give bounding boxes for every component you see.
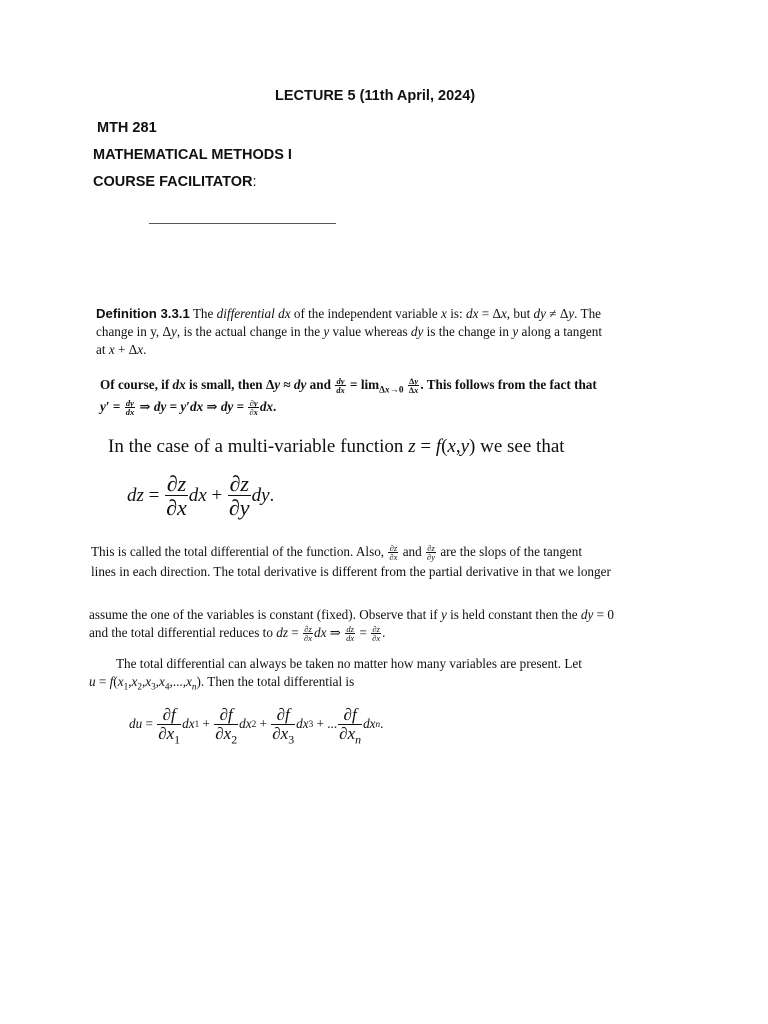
ofcourse-line-1: Of course, if dx is small, then Δy ≈ dy and $\frac{dy}{dx}$ = $\lim_{\Delta x\to 0}$ $\frac{\Delta y}{\Delta x}$ . This follows from the fact that [100, 375, 597, 396]
definition-line-3: at x + Δx. [96, 342, 147, 357]
course-code: MTH 281 [97, 120, 157, 136]
facilitator-colon: : [252, 174, 257, 190]
total-line-4: and the total differential reduces to dz = $\frac{\partial z}{\partial x}$ dx ⇒ $\frac{dz}{dx}$ = $\frac{\partial z}{\partial x}$ . [89, 623, 386, 644]
lim-operator: lim [360, 377, 380, 392]
total-line-2: lines in each direction. The total derivative is different from the partial derivative in that we longer [91, 564, 611, 579]
fraction-delta: $\frac{\Delta y}{\Delta x}$ [408, 375, 419, 396]
differential-word: differential [216, 306, 275, 321]
facilitator-link-underline[interactable] [149, 223, 336, 224]
facilitator-label: COURSE FACILITATOR [93, 174, 253, 190]
lecture-title: LECTURE 5 (11th April, 2024) [275, 88, 476, 104]
definition-line-1: Definition 3.3.1 The differential dx of the independent variable x is: dx = Δx, but dy ≠ Δy. The [96, 306, 602, 321]
general-line-1: The total differential can always be taken no matter how many variables are present. Let [116, 656, 582, 671]
general-differential-equation: du = $\frac{\partial f}{\partial x_1}$ dx 1 + $\frac{\partial f}{\partial x_2}$ dx 2 + $\frac{\partial f}{\partial x_3}$ dx 3 + ... $\frac{\partial f}{\partial x_n}$ dx n . [129, 705, 384, 747]
definition-line-2: change in y, Δy, is the actual change in the y value whereas dy is the change in y along a tangent [96, 324, 603, 339]
course-title: MATHEMATICAL METHODS I [93, 147, 292, 163]
multivariable-intro: In the case of a multi-variable function z = f(x,y) we see that [108, 436, 565, 457]
ofcourse-line-2: y′ = $\frac{dy}{dx}$ ⇒ dy = y′dx ⇒ dy = $\frac{\partial y}{\partial x}$ dx. [100, 397, 277, 418]
total-differential-equation: dz = $\frac{\partial z}{\partial x}$ dx + $\frac{\partial z}{\partial y}$ dy . [127, 471, 275, 521]
fraction-dy-dx: $\frac{dy}{dx}$ [336, 375, 345, 396]
definition-heading: Definition 3.3.1 [96, 306, 190, 321]
total-line-1: This is called the total differential of the function. Also, $\frac{\partial z}{\partial x}$ and $\frac{\partial z}{\partial y}$ are the slops of the tangent [91, 542, 583, 563]
course-facilitator [93, 174, 257, 190]
total-line-3: assume the one of the variables is constant (fixed). Observe that if y is held constant then the dy = 0 [89, 607, 614, 622]
general-line-2: $u = f(x_1,x_2,x_3,x_4,...,x_n)$. Then the total differential is [89, 674, 355, 692]
